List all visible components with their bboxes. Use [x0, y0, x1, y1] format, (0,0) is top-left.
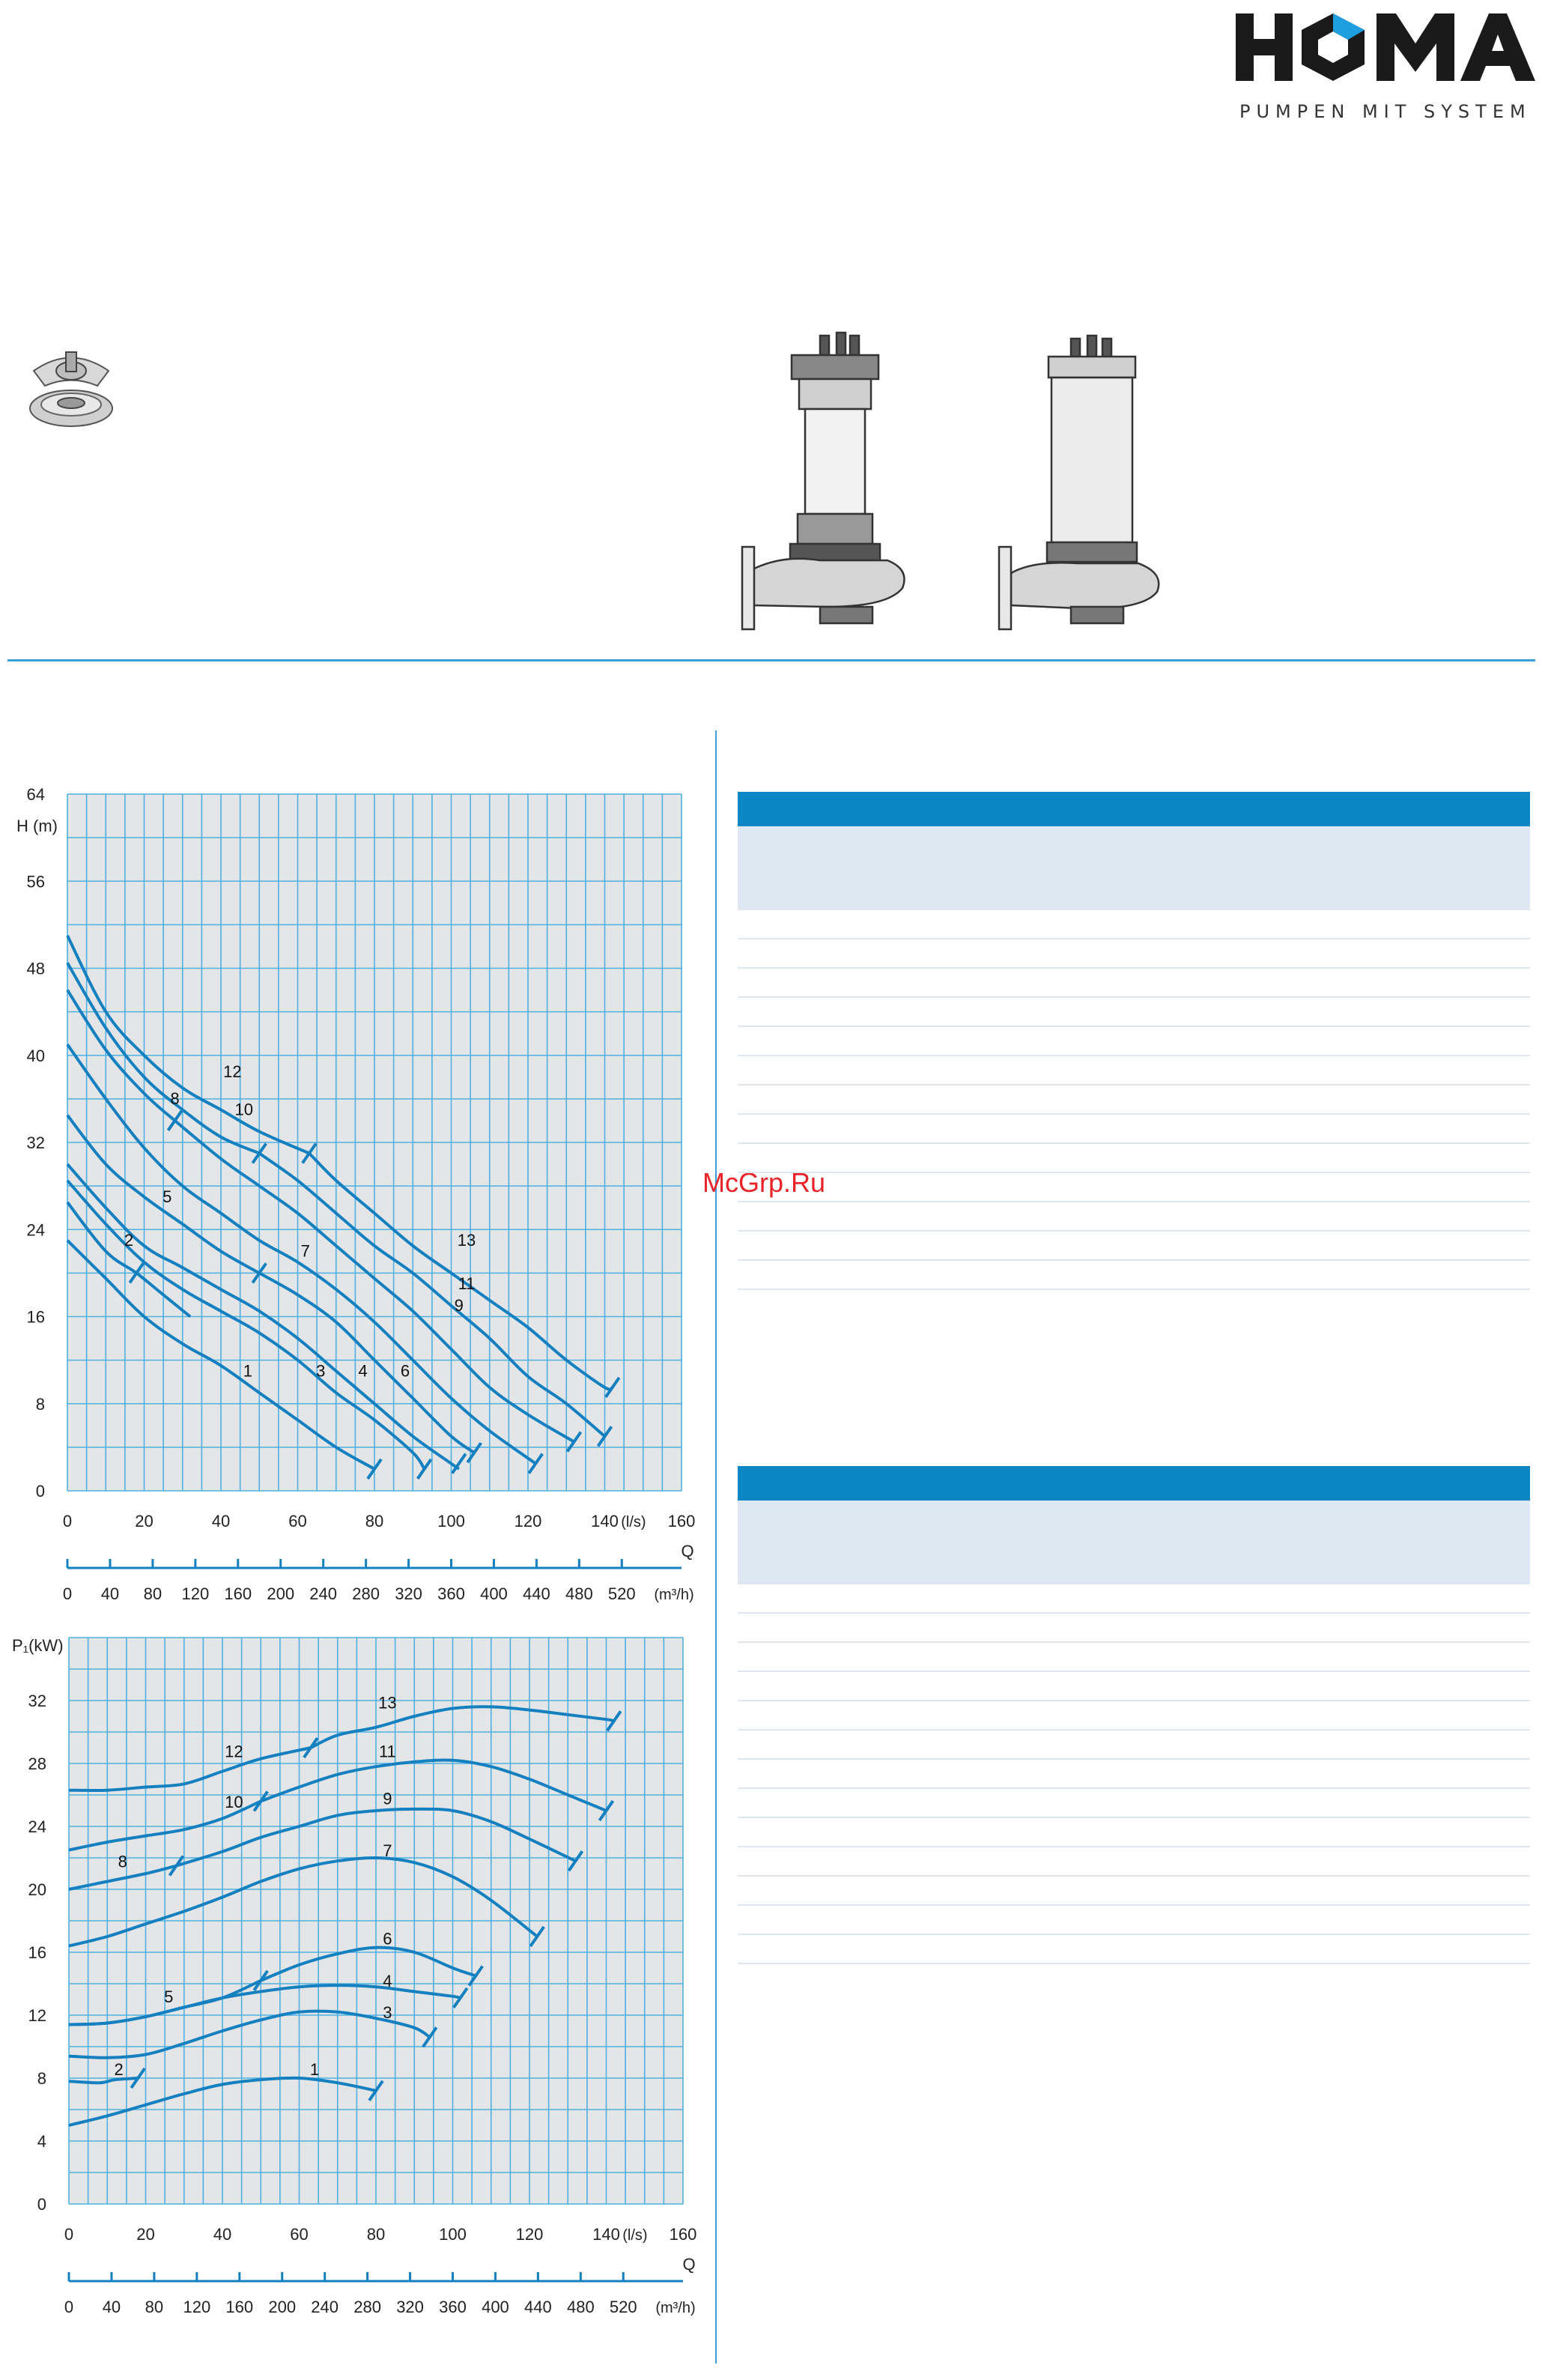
y-axis-label: P₁(kW) — [12, 1636, 64, 1655]
x2-tick-label: 40 — [100, 1584, 120, 1603]
impeller-icon — [15, 330, 127, 442]
curve-label: 8 — [170, 1089, 180, 1109]
x-axis-label: Q — [682, 2255, 696, 2274]
curve-label: 5 — [163, 1187, 172, 1206]
table-row — [738, 1144, 1530, 1173]
table-row — [738, 1818, 1530, 1847]
x2-unit-label: (m³/h) — [654, 1587, 694, 1603]
curve-label: 5 — [164, 1987, 174, 2007]
table-row — [738, 1847, 1530, 1877]
table-row — [738, 1701, 1530, 1731]
y-tick-label: 32 — [26, 1133, 45, 1152]
table-row — [738, 910, 1530, 939]
table-rows — [738, 910, 1530, 1290]
x-tick-label: 20 — [135, 1512, 154, 1530]
y-tick-label: 20 — [28, 1880, 46, 1899]
table-row — [738, 1115, 1530, 1144]
curve-label: 9 — [454, 1296, 464, 1315]
table-row — [738, 1760, 1530, 1789]
x-tick-label: 120 — [515, 2225, 544, 2244]
x2-tick-label: 240 — [311, 2298, 339, 2316]
x2-tick-label: 440 — [524, 2298, 552, 2316]
x-tick-label: 160 — [667, 1512, 696, 1530]
x-unit-label: (l/s) — [622, 2227, 648, 2244]
curve-label: 6 — [383, 1929, 392, 1948]
x2-tick-label: 280 — [353, 2298, 381, 2316]
y-tick-label: 56 — [26, 872, 45, 891]
x2-tick-label: 520 — [609, 2298, 637, 2316]
curve-label: 6 — [400, 1361, 410, 1381]
table-row — [738, 1935, 1530, 1964]
y-tick-label: 64 — [26, 785, 45, 804]
pump-drawing-icon — [989, 322, 1183, 644]
y-tick-label: 4 — [37, 2132, 46, 2151]
curve-label: 4 — [383, 1972, 392, 1991]
x-tick-label: 160 — [669, 2225, 697, 2244]
x2-tick-label: 80 — [143, 1584, 163, 1603]
x2-tick-label: 480 — [566, 2298, 595, 2316]
curve-label: 12 — [225, 1742, 243, 1761]
x2-tick-label: 200 — [267, 1584, 295, 1603]
x2-tick-label: 160 — [225, 2298, 254, 2316]
x-tick-label: 140 — [592, 2225, 620, 2244]
table-row — [738, 1584, 1530, 1614]
x2-tick-label: 240 — [309, 1584, 338, 1603]
y-tick-label: 0 — [35, 1482, 45, 1501]
curve-label: 10 — [225, 1792, 243, 1811]
y-tick-label: 28 — [28, 1754, 46, 1773]
curve-label: 2 — [124, 1231, 134, 1250]
x2-tick-label: 320 — [395, 1584, 422, 1603]
x2-tick-label: 400 — [480, 1584, 508, 1603]
curve-label: 2 — [114, 2059, 124, 2079]
x-tick-label: 120 — [514, 1512, 542, 1530]
x2-tick-label: 360 — [437, 1584, 465, 1603]
curve-label: 12 — [223, 1062, 242, 1081]
curve-label: 13 — [378, 1693, 397, 1713]
table-row — [738, 1202, 1530, 1232]
table-row — [738, 1906, 1530, 1935]
power-chart — [0, 1633, 719, 2367]
table-header — [738, 792, 1530, 826]
x-tick-label: 40 — [211, 1512, 231, 1530]
curve-label: 3 — [316, 1361, 326, 1381]
divider — [7, 659, 1535, 661]
curve-label: 8 — [118, 1852, 127, 1871]
x2-tick-label: 0 — [64, 2298, 74, 2316]
table-row — [738, 969, 1530, 998]
table-row — [738, 998, 1530, 1027]
x2-tick-label: 320 — [396, 2298, 424, 2316]
y-tick-label: 40 — [26, 1046, 45, 1065]
x2-tick-label: 80 — [145, 2298, 164, 2316]
pump-drawing-icon — [738, 322, 932, 644]
x2-unit-label: (m³/h) — [655, 2300, 696, 2316]
spec-table — [738, 1466, 1530, 1964]
x2-tick-label: 480 — [565, 1584, 593, 1603]
x2-tick-label: 200 — [268, 2298, 297, 2316]
x2-tick-label: 40 — [102, 2298, 121, 2316]
x-tick-label: 60 — [288, 1512, 307, 1530]
y-axis-label: H (m) — [16, 817, 58, 835]
x2-tick-label: 400 — [482, 2298, 509, 2316]
x-tick-label: 80 — [366, 2225, 386, 2244]
x2-tick-label: 0 — [62, 1584, 73, 1603]
x2-tick-label: 120 — [181, 1584, 210, 1603]
table-subheader — [738, 1501, 1530, 1584]
curve-label: 11 — [378, 1742, 396, 1761]
table-row — [738, 1614, 1530, 1643]
y-tick-label: 24 — [26, 1220, 45, 1240]
curve-label: 11 — [458, 1274, 476, 1294]
table-header — [738, 1466, 1530, 1501]
x-tick-label: 0 — [62, 1512, 73, 1530]
table-row — [738, 1261, 1530, 1290]
table-rows — [738, 1584, 1530, 1964]
x-tick-label: 80 — [365, 1512, 384, 1530]
table-subheader — [738, 826, 1530, 910]
y-tick-label: 0 — [37, 2195, 46, 2214]
x2-tick-label: 160 — [224, 1584, 252, 1603]
table-row — [738, 1731, 1530, 1760]
y-tick-label: 16 — [26, 1307, 45, 1327]
x2-tick-label: 120 — [183, 2298, 211, 2316]
curve-label: 4 — [358, 1361, 368, 1381]
curve-label: 1 — [309, 2059, 320, 2079]
watermark: McGrp.Ru — [702, 1167, 826, 1198]
x-tick-label: 100 — [437, 1512, 465, 1530]
x-tick-label: 100 — [439, 2225, 467, 2244]
x-tick-label: 140 — [591, 1512, 619, 1530]
curve-label: 1 — [243, 1361, 252, 1381]
x2-tick-label: 360 — [439, 2298, 467, 2316]
head-chart — [0, 772, 719, 1603]
x-tick-label: 20 — [136, 2225, 155, 2244]
curve-label: 10 — [234, 1100, 253, 1119]
table-row — [738, 1027, 1530, 1056]
curve-label: 3 — [383, 2003, 392, 2023]
y-tick-label: 32 — [28, 1692, 46, 1710]
y-tick-label: 12 — [28, 2006, 46, 2025]
curve-label: 9 — [383, 1789, 392, 1808]
y-tick-label: 48 — [26, 959, 45, 978]
table-row — [738, 1877, 1530, 1906]
x-tick-label: 60 — [290, 2225, 309, 2244]
table-row — [738, 1085, 1530, 1115]
curve-label: 13 — [457, 1231, 476, 1250]
x2-tick-label: 520 — [607, 1584, 636, 1603]
x-axis-label: Q — [681, 1542, 694, 1560]
x-tick-label: 40 — [213, 2225, 232, 2244]
table-row — [738, 1643, 1530, 1672]
curve-label: 7 — [300, 1241, 310, 1261]
table-row — [738, 939, 1530, 969]
x-unit-label: (l/s) — [621, 1514, 646, 1530]
curve-label: 7 — [383, 1841, 392, 1860]
logo-tagline: PUMPEN MIT SYSTEM — [1239, 101, 1532, 122]
y-tick-label: 8 — [35, 1394, 45, 1414]
table-row — [738, 1672, 1530, 1701]
x2-tick-label: 280 — [352, 1584, 380, 1603]
table-row — [738, 1232, 1530, 1261]
table-row — [738, 1789, 1530, 1818]
y-tick-label: 8 — [37, 2069, 46, 2088]
table-row — [738, 1173, 1530, 1202]
x-tick-label: 0 — [64, 2225, 74, 2244]
x2-tick-label: 440 — [523, 1584, 550, 1603]
y-tick-label: 24 — [28, 1817, 46, 1836]
spec-table — [738, 792, 1530, 1290]
table-row — [738, 1056, 1530, 1085]
y-tick-label: 16 — [28, 1943, 46, 1962]
